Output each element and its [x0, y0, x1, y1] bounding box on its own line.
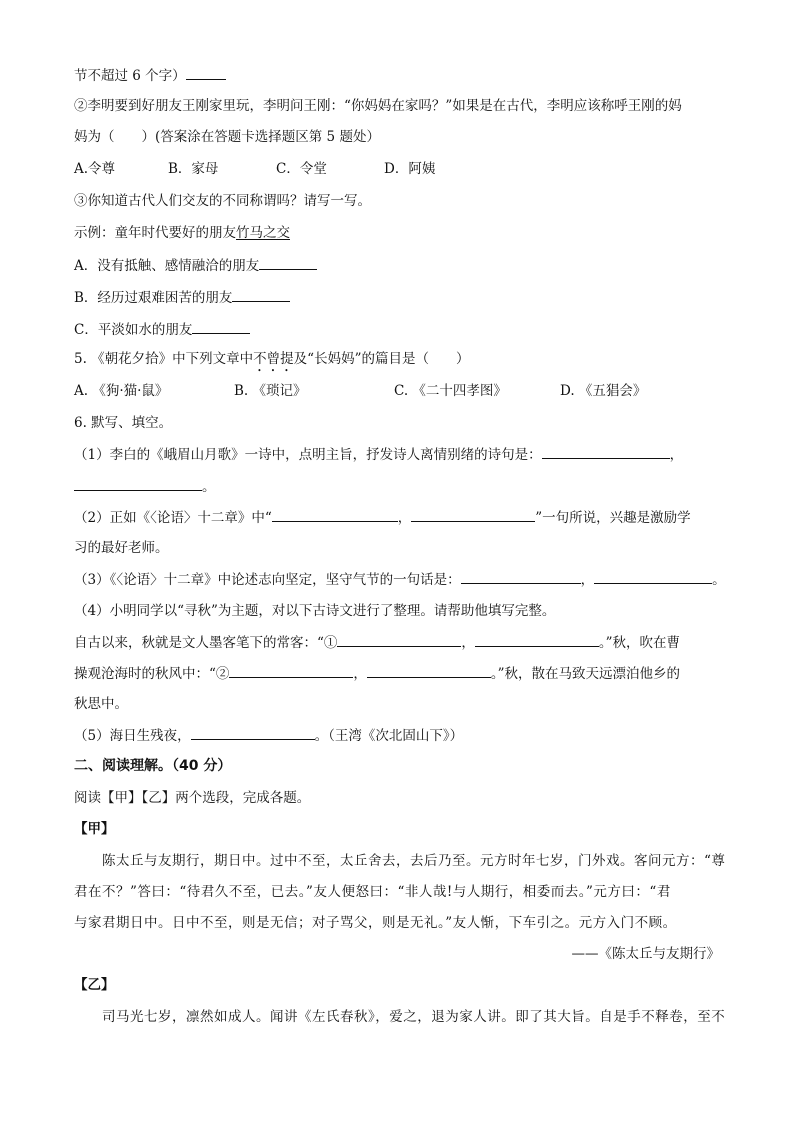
- q4-tail-text: 节不超过 6 个字）: [74, 68, 186, 84]
- item-c-blank[interactable]: [192, 320, 250, 334]
- q6-1-line: [74, 445, 683, 464]
- q6-4-blank-2[interactable]: [475, 633, 599, 647]
- q4-answer-blank[interactable]: [186, 66, 226, 80]
- q6-2-line: [74, 508, 691, 527]
- q6-4-text-c: 。”秋，吹在曹: [598, 635, 681, 651]
- jia-line-3: 与家君期日中。日中不至，则是无信；对子骂父，则是无礼。”友人惭，下车引之。元方入门不顾。: [74, 915, 677, 931]
- q4-option-d[interactable]: D．阿姨: [384, 161, 436, 177]
- q6-5-text-b: 。（王湾《次北固山下》）: [314, 728, 464, 744]
- q6-3-blank-1[interactable]: [461, 570, 581, 584]
- item-a-text: A．没有抵触、感情融洽的朋友: [74, 258, 260, 274]
- item-b-text: B．经历过艰难困苦的朋友: [74, 290, 233, 306]
- q5-option-a[interactable]: A. 《狗·猫·鼠》: [74, 383, 169, 399]
- q6-4-line1: （4）小明同学以“寻秋”为主题，对以下古诗文进行了整理。请帮助他填写完整。: [74, 603, 556, 619]
- q6-3-text: （3）《〈论语〉十二章》中论述志向坚定，坚守气节的一句话是：: [74, 572, 461, 588]
- q6-2-text-b: ”一句所说，兴趣是激励学: [535, 510, 691, 526]
- q5-option-b[interactable]: B. 《琐记》: [234, 383, 307, 399]
- q4-2-line1: ②李明要到好朋友王刚家里玩，李明问王刚：“你妈妈在家吗？”如果是在古代，李明应该称呼王刚的妈: [74, 98, 682, 114]
- q6-1-blank-1[interactable]: [542, 445, 670, 459]
- q6-4-blank-4[interactable]: [367, 664, 491, 678]
- q6-title: 6. 默写、填空。: [74, 415, 173, 431]
- item-c-text: C．平淡如水的朋友: [74, 322, 193, 338]
- q6-4-text-b: 自古以来，秋就是文人墨客笔下的常客：“①: [74, 635, 338, 651]
- q6-1-period: 。: [202, 479, 216, 495]
- jia-line-2: 君在不？”答曰：“待君久不至，已去。”友人便怒曰：“非人哉!与人期行，相委而去。”元方曰：“君: [74, 884, 671, 900]
- section-2-title: 二、阅读理解。（40 分）: [74, 758, 232, 774]
- q6-5-text-a: （5）海日生残夜，: [74, 728, 191, 744]
- q6-5-line: [74, 726, 463, 745]
- q5-pre: 5. 《朝花夕拾》中下列文章中: [74, 351, 254, 367]
- q6-2-comma: ，: [397, 510, 412, 526]
- item-b-blank[interactable]: [232, 288, 290, 302]
- q6-4-comma-2: ，: [353, 666, 367, 682]
- q6-3-comma: ，: [580, 572, 595, 588]
- q4-3-example: [74, 224, 290, 242]
- yi-line-1: 司马光七岁，凛然如成人。闻讲《左氏春秋》，爱之，退为家人讲。即了其大旨。自是手不释卷，至不: [102, 1009, 726, 1025]
- q4-option-c[interactable]: C．令堂: [276, 161, 327, 177]
- jia-source: ——《陈太丘与友期行》: [571, 946, 720, 962]
- q4-option-b[interactable]: B．家母: [168, 161, 219, 177]
- q4-3-item-a: [74, 256, 317, 275]
- q4-option-a[interactable]: A.令尊: [74, 161, 116, 177]
- q6-3-line: [74, 570, 726, 589]
- q6-1-blank-2[interactable]: [74, 477, 202, 491]
- q6-2-text-a: （2）正如《〈论语〉十二章》中“: [74, 510, 272, 526]
- q4-3-prompt: ③你知道古代人们交友的不同称谓吗？请写一写。: [74, 193, 371, 209]
- q5-option-c[interactable]: C. 《二十四孝图》: [394, 383, 507, 399]
- jia-label: 【甲】: [74, 821, 115, 837]
- q5-dotted: 不曾提: [253, 351, 294, 367]
- q6-4-comma-1: ，: [461, 635, 475, 651]
- q4-tail-line: [74, 66, 226, 85]
- q6-2-blank-2[interactable]: [411, 508, 535, 522]
- q6-3-blank-2[interactable]: [594, 570, 712, 584]
- yi-label: 【乙】: [74, 977, 115, 993]
- q6-1-text: （1）李白的《峨眉山月歌》一诗中，点明主旨，抒发诗人离情别绪的诗句是：: [74, 447, 542, 463]
- q6-3-period: 。: [712, 572, 726, 588]
- q5-option-d[interactable]: D. 《五猖会》: [560, 383, 647, 399]
- q6-4-line4: 秋思中。: [74, 696, 128, 712]
- q5-stem: [74, 350, 469, 375]
- q6-4-text-d: 操观沧海时的秋风中：“②: [74, 666, 230, 682]
- q6-4-line2: [74, 633, 680, 652]
- item-a-blank[interactable]: [259, 256, 317, 270]
- q6-2-blank-1[interactable]: [272, 508, 398, 522]
- example-answer: 竹马之交: [236, 225, 290, 241]
- jia-line-1: 陈太丘与友期行，期日中。过中不至，太丘舍去，去后乃至。元方时年七岁，门外戏。客问元方：“尊: [102, 853, 726, 869]
- q4-3-item-b: [74, 288, 290, 307]
- q6-4-text-e: 。”秋，散在马致天远漂泊他乡的: [490, 666, 681, 682]
- q4-2-line2: 妈为（ ）(答案涂在答题卡选择题区第 5 题处）: [74, 129, 380, 145]
- q6-1-comma: ，: [669, 447, 684, 463]
- q6-4-line3: [74, 664, 680, 683]
- q6-4-blank-1[interactable]: [337, 633, 461, 647]
- example-prefix: 示例：童年时代要好的朋友: [74, 225, 236, 241]
- q6-1-line2: [74, 477, 216, 496]
- q4-3-item-c: [74, 320, 250, 339]
- q6-2-line2: 习的最好老师。: [74, 540, 169, 556]
- section-2-intro: 阅读【甲】【乙】两个选段，完成各题。: [74, 790, 311, 806]
- q6-4-blank-3[interactable]: [229, 664, 353, 678]
- q5-post: 及“长妈妈”的篇目是（ ）: [293, 351, 470, 367]
- q6-5-blank[interactable]: [191, 726, 315, 740]
